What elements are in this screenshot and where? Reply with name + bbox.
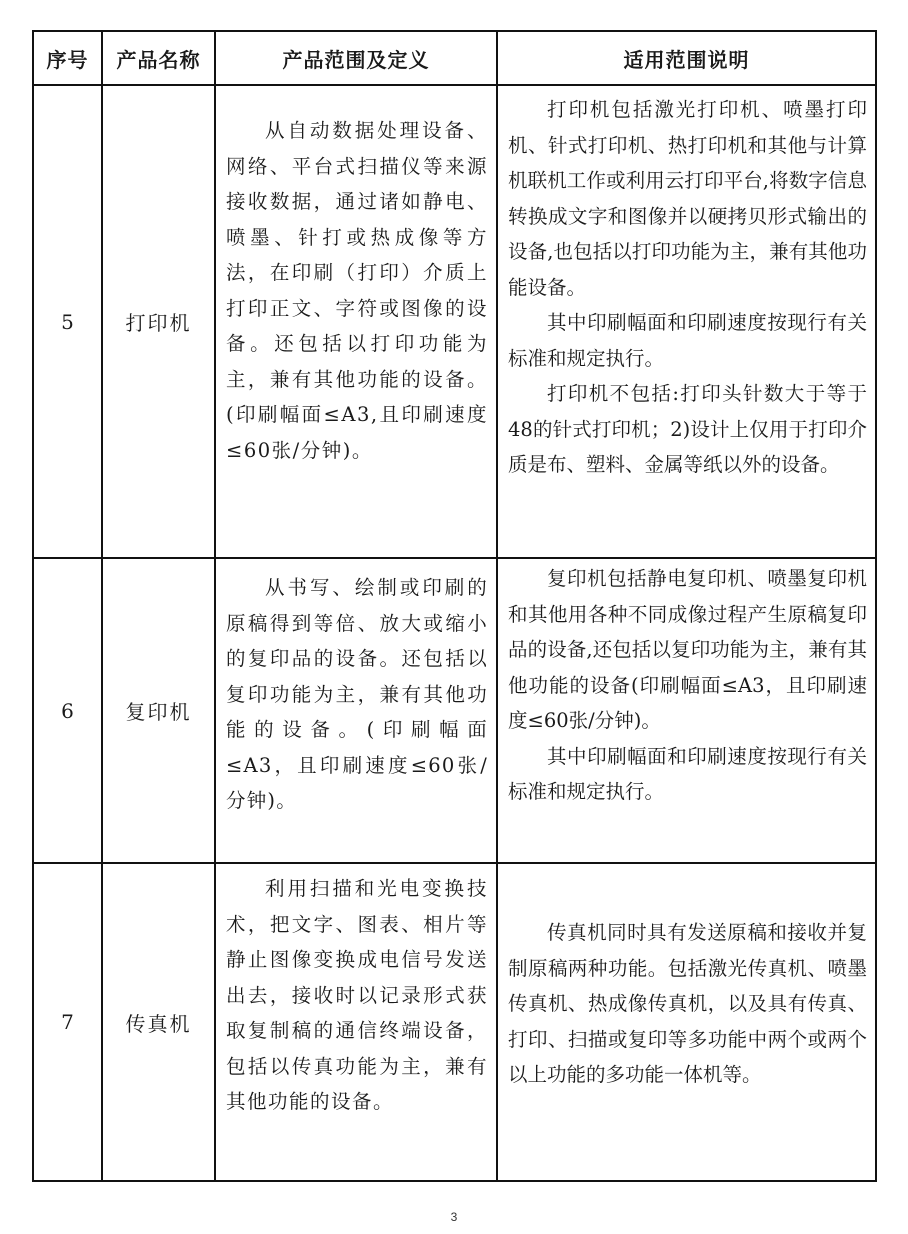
page-number: 3	[450, 1210, 458, 1224]
scope-paragraph: 打印机不包括:打印头针数大于等于48的针式打印机；2)设计上仅用于打印介质是布、塑料、金属等纸以外的设备。	[508, 382, 867, 476]
row-scope	[498, 864, 875, 1180]
row-product-name: 打印机	[103, 86, 216, 557]
header-product-name: 产品名称	[103, 32, 216, 84]
scope-paragraph: 传真机同时具有发送原稿和接收并复制原稿两种功能。包括激光传真机、喷墨传真机、热成像传真机，以及具有传真、打印、扫描或复印等多功能中两个或两个以上功能的多功能一体机等。	[508, 921, 867, 1087]
scope-paragraph: 复印机包括静电复印机、喷墨复印机和其他用各种不同成像过程产生原稿复印品的设备,还包括以复印功能为主，兼有其他功能的设备(印刷幅面≤A3，且印刷速度≤60张/分钟)。	[508, 567, 867, 732]
row-number: 5	[34, 86, 103, 557]
row-number: 7	[34, 864, 103, 1180]
row-definition	[216, 86, 498, 557]
row-number: 6	[34, 559, 103, 862]
table-header-row	[34, 32, 875, 86]
row-definition	[216, 559, 498, 862]
table-row	[34, 559, 875, 864]
header-number: 序号	[34, 32, 103, 84]
definition-text: 从书写、绘制或印刷的原稿得到等倍、放大或缩小的复印品的设备。还包括以复印功能为主，兼有其他功能的设备。(印刷幅面≤A3，且印刷速度≤60张/分钟)。	[226, 576, 488, 812]
definition-text: 从自动数据处理设备、网络、平台式扫描仪等来源接收数据，通过诸如静电、喷墨、针打或热成像等方法，在印刷（打印）介质上打印正文、字符或图像的设备。还包括以打印功能为主，兼有其他功能的设备。(印刷幅面≤A3,且印刷速度≤60张/分钟)。	[226, 119, 488, 462]
definition-text: 利用扫描和光电变换技术，把文字、图表、相片等静止图像变换成电信号发送出去，接收时以记录形式获取复制稿的通信终端设备，包括以传真功能为主，兼有其他功能的设备。	[226, 877, 488, 1113]
header-scope: 适用范围说明	[623, 47, 750, 72]
header-definition: 产品范围及定义	[216, 32, 498, 84]
scope-paragraph: 打印机包括激光打印机、喷墨打印机、针式打印机、热打印机和其他与计算机联机工作或利用云打印平台,将数字信息转换成文字和图像并以硬拷贝形式输出的设备,也包括以打印功能为主，兼有其他功能设备。	[508, 98, 867, 299]
row-product-name: 传真机	[103, 864, 216, 1180]
row-definition	[216, 864, 498, 1180]
scope-paragraph: 其中印刷幅面和印刷速度按现行有关标准和规定执行。	[508, 311, 867, 370]
row-product-name: 复印机	[103, 559, 216, 862]
row-scope	[498, 86, 875, 557]
table-row	[34, 864, 875, 1180]
row-scope	[498, 559, 875, 862]
scope-paragraph: 其中印刷幅面和印刷速度按现行有关标准和规定执行。	[508, 744, 867, 803]
product-scope-table	[32, 30, 877, 1182]
table-row	[34, 86, 875, 559]
